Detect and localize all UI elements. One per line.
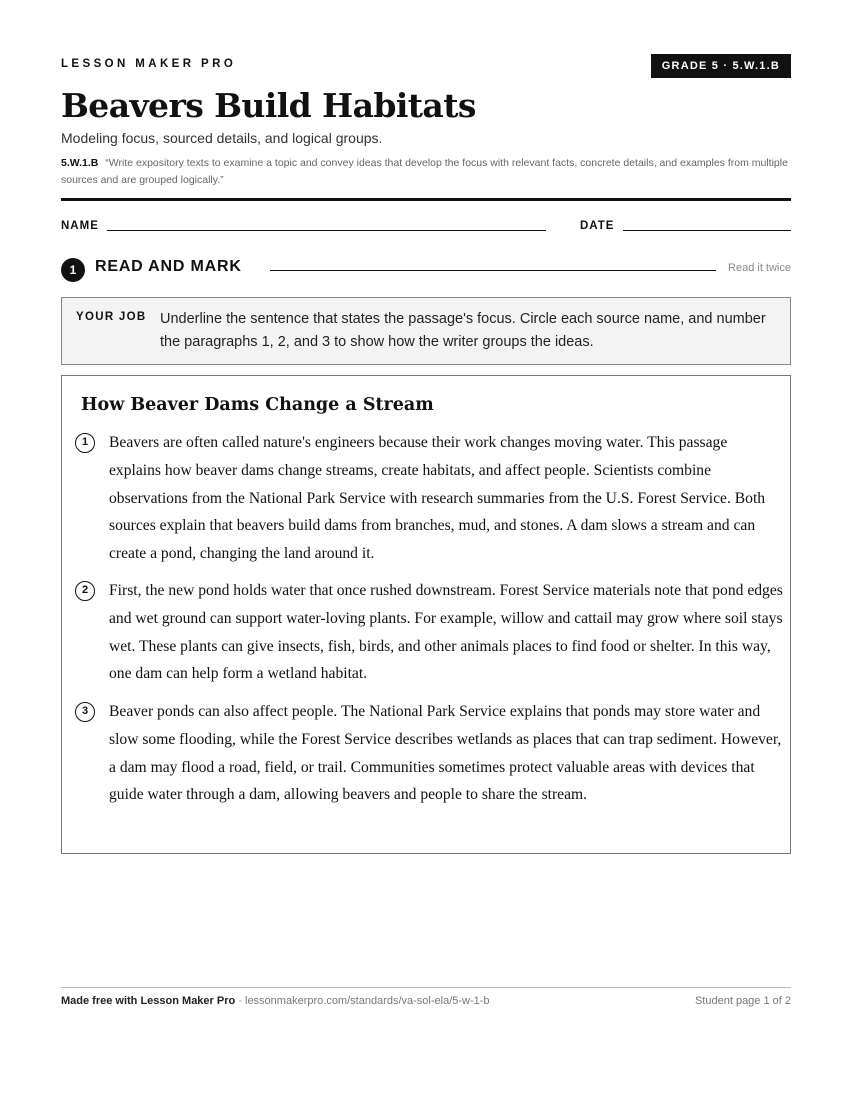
worksheet-page [61,0,791,1100]
your-job-instructions: Underline the sentence that states the passage's focus. Circle each source name, and number the paragraphs 1, 2, and 3 to show how the writer groups the ideas. [160,311,766,350]
date-label: DATE [580,220,615,232]
brand-name: LESSON MAKER PRO [61,58,237,70]
standard-code: 5.W.1.B [61,157,99,169]
footer-url[interactable]: lessonmakerpro.com/standards/va-sol-ela/5-w-1-b [245,995,490,1007]
section-title: READ AND MARK [95,258,242,275]
footer-made-with: Made free with Lesson Maker Pro [61,995,236,1007]
reading-passage [61,375,791,854]
standard-description [61,155,791,189]
footer-separator: · [235,995,245,1007]
page-title: Beavers Build Habitats [61,86,476,125]
footer-divider [61,987,791,988]
your-job-box [61,297,791,365]
section-divider [270,270,716,271]
paragraph-number-badge: 1 [75,433,95,453]
paragraph-number-badge: 3 [75,702,95,722]
paragraph-text: First, the new pond holds water that once rushed downstream. Forest Service materials note that pond edges and wet ground can support water-loving plants. For example, willow and cattail may grow where soil stays wet. These plants can give insects, fish, birds, and other animals places to find food or shelter. In this way, one dam can help form a wetland habitat. [109,582,783,683]
paragraph-text: Beaver ponds can also affect people. The National Park Service explains that ponds may store water and slow some flooding, while the Forest Service describes wetlands as places that can trap sediment. However, a dam may flood a road, field, or trail. Communities sometimes protect valuable areas with devices that guide water through a dam, allowing beavers and people to share the stream. [109,703,782,804]
grade-badge: GRADE 5 · 5.W.1.B [651,54,791,78]
name-write-line[interactable] [107,230,546,231]
paragraph-text: Beavers are often called nature's engineers because their work changes moving water. This passage explains how beaver dams change streams, create habitats, and affect people. Scientists combine observations from the National Park Service with research summaries from the U.S. Forest Service. Both sources explain that beavers build dams from branches, mud, and stones. A dam slows a stream and can create a pond, changing the land around it. [109,434,766,563]
name-label: NAME [61,220,99,232]
standard-text: “Write expository texts to examine a topic and convey ideas that develop the focus with relevant facts, concrete details, and examples from multiple sources and are grouped logically.” [61,157,788,186]
section-number-badge: 1 [61,258,85,282]
page-subtitle: Modeling focus, sourced details, and logical groups. [61,130,383,146]
header-divider [61,198,791,201]
your-job-label: YOUR JOB [76,311,147,323]
passage-title: How Beaver Dams Change a Stream [81,395,434,415]
footer-credit [61,995,490,1007]
paragraph-number-badge: 2 [75,581,95,601]
footer-page-number: Student page 1 of 2 [694,995,791,1007]
section-hint: Read it twice [728,262,791,274]
date-write-line[interactable] [623,230,791,231]
